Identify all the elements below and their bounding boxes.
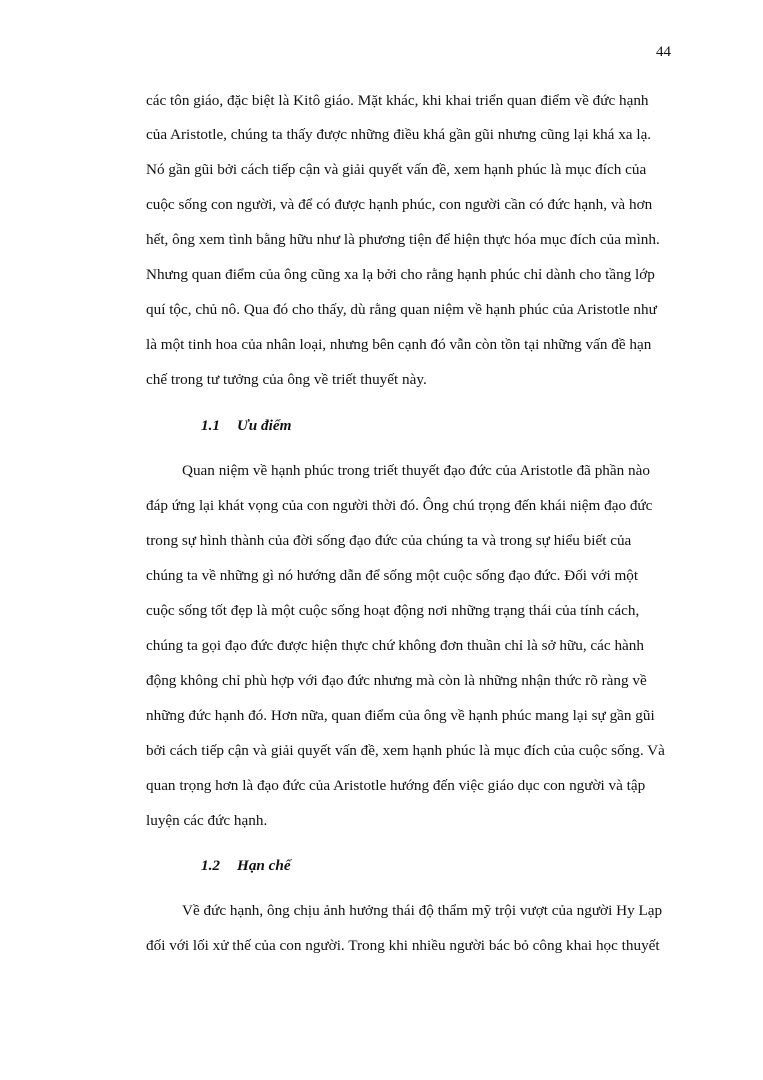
text-line: cuộc sống con người, và để có được hạnh phúc, con người cần có đức hạnh, và hơn [146, 196, 653, 213]
text-line: luyện các đức hạnh. [146, 812, 268, 829]
section-title: Ưu điểm [237, 417, 292, 434]
text-line: những đức hạnh đó. Hơn nữa, quan điểm của ông về hạnh phúc mang lại sự gần gũi [146, 707, 655, 724]
section-title: Hạn chế [237, 857, 291, 874]
text-line: quan trọng hơn là đạo đức của Aristotle hướng đến việc giáo dục con người và tập [146, 777, 646, 794]
text-line: các tôn giáo, đặc biệt là Kitô giáo. Mặt khác, khi khai triển quan điểm về đức hạnh [146, 92, 649, 109]
text-line: trong sự hình thành của đời sống đạo đức của chúng ta và trong sự hiểu biết của [146, 532, 632, 549]
text-line: chúng ta về những gì nó hướng dẫn để sống một cuộc sống đạo đức. Đối với một [146, 567, 639, 584]
text-line: Nhưng quan điểm của ông cũng xa lạ bởi cho rằng hạnh phúc chỉ dành cho tầng lớp [146, 266, 655, 283]
text-line: của Aristotle, chúng ta thấy được những điều khá gần gũi nhưng cũng lại khá xa lạ. [146, 126, 652, 143]
text-line: đáp ứng lại khát vọng của con người thời đó. Ông chú trọng đến khái niệm đạo đức [146, 497, 653, 514]
text-line: Về đức hạnh, ông chịu ảnh hưởng thái độ thẩm mỹ trội vượt của người Hy Lạp [182, 902, 663, 919]
text-line: động không chỉ phù hợp với đạo đức nhưng mà còn là những nhận thức rõ ràng về [146, 672, 647, 689]
text-line: chế trong tư tưởng của ông về triết thuyết này. [146, 371, 427, 388]
section-heading-1-2 [201, 857, 291, 875]
text-line: Quan niệm về hạnh phúc trong triết thuyết đạo đức của Aristotle đã phần nào [182, 462, 650, 479]
text-line: cuộc sống tốt đẹp là một cuộc sống hoạt động nơi những trạng thái của tính cách, [146, 602, 640, 619]
text-line: là một tinh hoa của nhân loại, nhưng bên cạnh đó vẫn còn tồn tại những vấn đề hạn [146, 336, 652, 353]
section-number: 1.2 [201, 857, 220, 874]
text-line: Nó gần gũi bởi cách tiếp cận và giải quyết vấn đề, xem hạnh phúc là mục đích của [146, 161, 647, 178]
text-line: bởi cách tiếp cận và giải quyết vấn đề, xem hạnh phúc là mục đích của cuộc sống. Và [146, 742, 665, 759]
section-number: 1.1 [201, 417, 220, 434]
section-heading-1-1 [201, 417, 291, 435]
page-number: 44 [656, 44, 671, 60]
text-line: hết, ông xem tình bằng hữu như là phương tiện để hiện thực hóa mục đích của mình. [146, 231, 660, 248]
text-line: đối với lối xử thế của con người. Trong khi nhiều người bác bỏ công khai học thuyết [146, 937, 660, 954]
text-line: quí tộc, chủ nô. Qua đó cho thấy, dù rằng quan niệm về hạnh phúc của Aristotle như [146, 301, 657, 318]
text-line: chúng ta gọi đạo đức được hiện thực chứ không đơn thuần chỉ là sở hữu, các hành [146, 637, 644, 654]
